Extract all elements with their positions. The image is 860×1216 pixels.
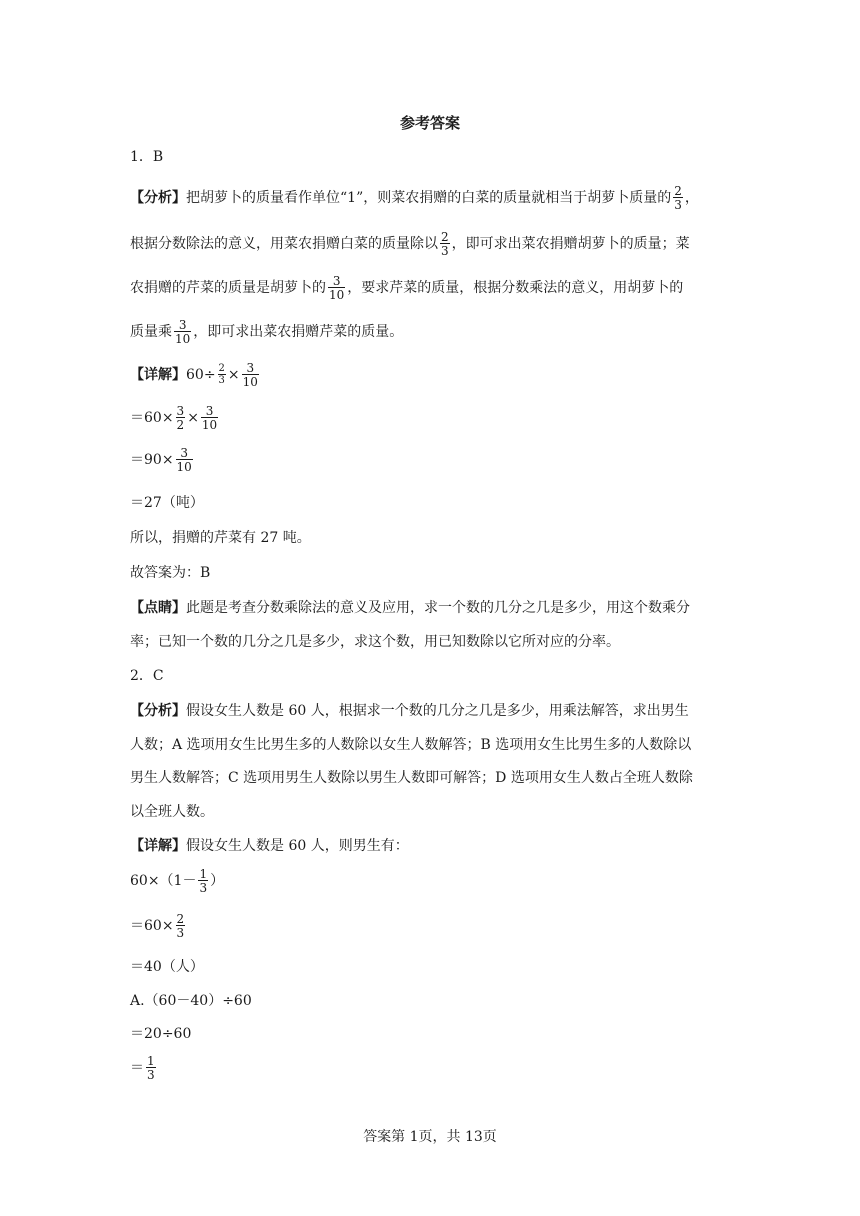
- numerator: 1: [199, 867, 208, 881]
- numerator: 3: [201, 405, 218, 418]
- text: ＝60×: [130, 918, 174, 934]
- numerator: 3: [176, 404, 185, 418]
- denominator: 2: [176, 418, 185, 432]
- denominator: 3: [199, 881, 208, 895]
- q2-option-a-line-2: ＝20÷60: [130, 1026, 192, 1042]
- fraction: [201, 405, 218, 431]
- q1-analysis-line-3: [130, 275, 683, 301]
- text: ＝: [130, 1060, 144, 1076]
- fraction: [673, 185, 683, 211]
- numerator: 2: [218, 363, 225, 374]
- q2-calc-line-1: [130, 868, 224, 894]
- q1-detail-line-3: [130, 447, 195, 473]
- text: ＝60×: [130, 410, 174, 426]
- analysis-tag: 【分析】: [130, 190, 186, 206]
- denominator: 10: [175, 332, 191, 346]
- question-1-answer: 1．B: [130, 149, 164, 165]
- q1-comment-line-2: 率；已知一个数的几分之几是多少，求这个数，用已知数除以它所对应的分率。: [130, 634, 620, 650]
- numerator: 2: [441, 230, 449, 244]
- q2-detail-line-1: [130, 838, 409, 855]
- q2-option-a-line-1: A.（60－40）÷60: [130, 993, 252, 1009]
- numerator: 2: [674, 184, 682, 198]
- fraction: [242, 362, 259, 388]
- text: 此题是考查分数乘除法的意义及应用，求一个数的几分之几是多少，用这个数乘分: [186, 600, 690, 616]
- denominator: 3: [218, 375, 225, 386]
- text: ，: [684, 190, 699, 206]
- denominator: 10: [329, 288, 345, 302]
- text: ，即可求出菜农捐赠芹菜的质量。: [193, 324, 404, 340]
- numerator: 3: [174, 319, 191, 332]
- denominator: 10: [176, 460, 192, 474]
- q2-analysis-line-3: 男生人数解答；C 选项用男生人数除以男生人数即可解答；D 选项用女生人数占全班人数除: [130, 770, 693, 786]
- numerator: 3: [176, 447, 193, 460]
- q1-analysis-line-4: [130, 319, 403, 345]
- q1-final-answer: 故答案为：B: [130, 565, 211, 581]
- numerator: 2: [176, 912, 185, 926]
- q1-detail-line-4: ＝27（吨）: [130, 495, 204, 511]
- text: ×: [227, 367, 240, 383]
- text: 假设女生人数是 60 人，则男生有：: [186, 838, 409, 854]
- q2-analysis-line-4: 以全班人数。: [130, 804, 214, 820]
- text: 60÷: [186, 367, 216, 383]
- text: 根据分数除法的意义，用菜农捐赠白菜的质量除以: [130, 236, 438, 252]
- page-footer: 答案第 1页，共 13页: [363, 1129, 497, 1145]
- fraction: [174, 319, 191, 345]
- denominator: 3: [674, 198, 682, 212]
- denominator: 10: [201, 418, 218, 432]
- fraction: [176, 447, 193, 473]
- question-2-answer: 2．C: [130, 668, 164, 684]
- fraction: [146, 1055, 156, 1081]
- denominator: 3: [176, 926, 185, 940]
- text: ×: [187, 410, 199, 426]
- q1-conclusion: 所以，捐赠的芹菜有 27 吨。: [130, 530, 311, 546]
- q2-calc-line-2: [130, 913, 187, 939]
- text: 假设女生人数是 60 人，根据求一个数的几分之几是多少，用乘法解答，求出男生: [186, 703, 689, 719]
- numerator: 1: [147, 1054, 155, 1068]
- detail-tag: 【详解】: [130, 838, 186, 854]
- text: 把胡萝卜的质量看作单位“1”，则菜农捐赠的白菜的质量就相当于胡萝卜质量的: [186, 190, 672, 206]
- numerator: 3: [328, 275, 345, 288]
- q1-detail-line-2: [130, 405, 220, 431]
- comment-tag: 【点睛】: [130, 600, 186, 616]
- denominator: 10: [242, 375, 258, 389]
- text: ，要求芹菜的质量，根据分数乘法的意义，用胡萝卜的: [347, 280, 684, 296]
- q2-option-a-line-3: [130, 1055, 158, 1081]
- fraction: [328, 275, 345, 301]
- q1-detail-line-1: [130, 362, 261, 388]
- text: ＝90×: [130, 452, 174, 468]
- text: ）: [210, 873, 225, 889]
- numerator: 3: [242, 362, 259, 375]
- fraction: [176, 405, 186, 431]
- q2-analysis-line-1: [130, 703, 689, 720]
- text: 质量乘: [130, 324, 172, 340]
- q1-analysis-line-1: [130, 185, 699, 211]
- denominator: 3: [147, 1068, 155, 1082]
- fraction: [176, 913, 186, 939]
- q2-calc-line-3: ＝40（人）: [130, 959, 204, 975]
- text: 60×（1－: [130, 873, 197, 889]
- fraction: [218, 364, 226, 386]
- fraction: [198, 868, 208, 894]
- q2-analysis-line-2: 人数；A 选项用女生比男生多的人数除以女生人数解答；B 选项用女生比男生多的人数除以: [130, 737, 692, 753]
- q1-analysis-line-2: [130, 231, 690, 257]
- text: 农捐赠的芹菜的质量是胡萝卜的: [130, 280, 326, 296]
- page-title: 参考答案: [399, 114, 460, 132]
- analysis-tag: 【分析】: [130, 703, 186, 719]
- fraction: [440, 231, 450, 257]
- text: ，即可求出菜农捐赠胡萝卜的质量；菜: [451, 236, 690, 252]
- q1-comment-line-1: [130, 600, 690, 617]
- detail-tag: 【详解】: [130, 367, 186, 383]
- denominator: 3: [441, 244, 449, 258]
